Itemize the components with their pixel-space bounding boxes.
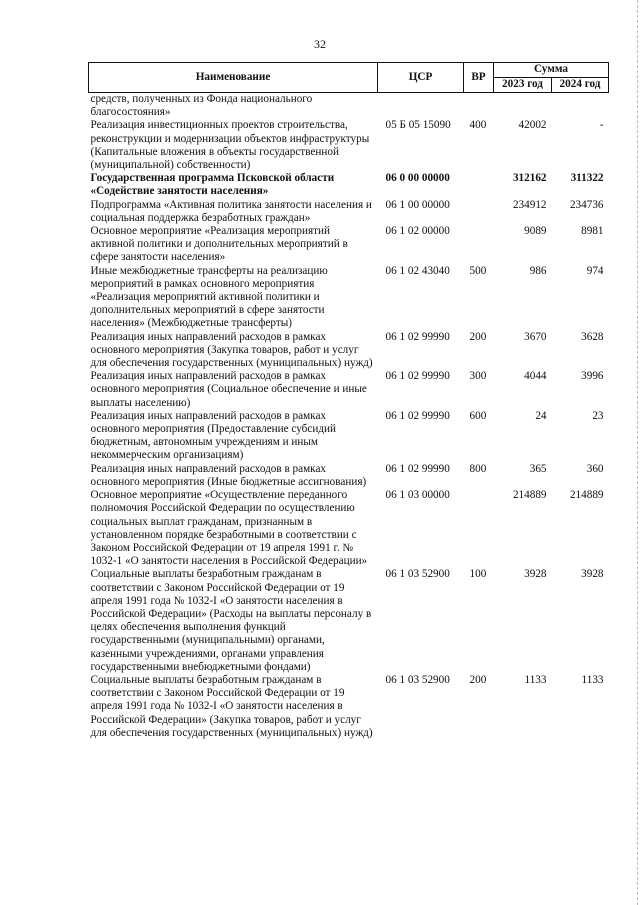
row-sum-2023: 234912 (512, 198, 547, 211)
row-sum-2024: 3996 (581, 370, 604, 383)
row-sum-2023: 312162 (512, 172, 547, 185)
row-vr: 800 (469, 462, 487, 475)
scan-edge (636, 0, 638, 905)
row-name: Иные межбюджетные трансферты на реализацию мероприятий в рамках основного мероприятия «Реализация мероприятий активной политики и дополнительных мероприятий в сфере занятости населения» (Межбюджетные трансферты) (90, 264, 328, 330)
row-csr: 06 1 03 52900 (385, 568, 450, 581)
row-sum-2024: 311322 (570, 172, 604, 185)
row-vr: 200 (469, 330, 487, 343)
row-sum-2023: 214889 (512, 489, 547, 502)
header-name: Наименование (89, 63, 378, 93)
row-sum-2024: 360 (586, 462, 604, 475)
row-sum-2023: 3928 (524, 568, 547, 581)
row-vr: 500 (469, 264, 487, 277)
table-row (89, 93, 609, 120)
row-sum-2024: - (599, 119, 604, 132)
row-csr: 06 1 02 99990 (385, 370, 450, 383)
header-2024: 2024 год (552, 78, 609, 93)
row-vr: 100 (469, 568, 487, 581)
row-sum-2024 (552, 93, 609, 120)
table-row (89, 119, 609, 172)
row-sum-2024: 23 (592, 409, 604, 422)
row-vr: 200 (469, 673, 487, 686)
row-sum-2023: 24 (535, 409, 547, 422)
row-name: Государственная программа Псковской области «Содействие занятости населения» (90, 172, 335, 198)
row-name: Реализация иных направлений расходов в рамках основного мероприятия (Предоставление субсидий бюджетным, автономным учреждениям и иным некоммерческим организациям) (90, 409, 336, 462)
row-sum-2024: 234736 (569, 198, 604, 211)
row-sum-2024: 3628 (581, 330, 604, 343)
row-sum-2023 (494, 93, 552, 120)
table-row (89, 489, 609, 568)
header-sum: Сумма (494, 63, 609, 78)
row-name: Реализация иных направлений расходов в рамках основного мероприятия (Закупка товаров, работ и услуг для обеспечения государственных (муниципальных) нужд) (90, 330, 373, 370)
row-name: Реализация иных направлений расходов в рамках основного мероприятия (Социальное обеспечение и иные выплаты населению) (90, 370, 367, 409)
row-csr: 06 1 02 99990 (385, 409, 450, 422)
row-sum-2024: 8981 (581, 225, 604, 238)
table-row (89, 225, 609, 265)
table-row (89, 199, 609, 225)
table-row (89, 172, 609, 198)
row-name: Реализация иных направлений расходов в рамках основного мероприятия (Иные бюджетные ассигнования) (90, 462, 367, 488)
row-vr: 300 (469, 370, 487, 383)
row-sum-2024: 214889 (569, 489, 604, 502)
row-vr (464, 93, 494, 120)
row-csr: 06 0 00 00000 (385, 172, 450, 185)
row-sum-2023: 42002 (518, 119, 547, 132)
table-row (89, 674, 609, 740)
row-csr: 06 1 02 00000 (385, 225, 450, 238)
table-row (89, 568, 609, 674)
table-row (89, 331, 609, 371)
row-name: Социальные выплаты безработным гражданам в соответствии с Законом Российской Федерации от 19 апреля 1991 года № 1032-I «О занятости населения в Российской Федерации» (Расходы на выплаты персоналу в целях обеспечения выполнения функций государственными (муниципальными) органами, казенными учреждениями, органами управления государственными внебюджетными фондами) (90, 568, 372, 673)
table-row (89, 410, 609, 463)
table-row (89, 265, 609, 331)
header-vr: ВР (464, 63, 494, 93)
row-name: Социальные выплаты безработным гражданам в соответствии с Законом Российской Федерации от 19 апреля 1991 года № 1032-I «О занятости населения в Российской Федерации» (Закупка товаров, работ и услуг для обеспечения государственных (муниципальных) нужд) (90, 673, 373, 739)
row-sum-2023: 9089 (524, 225, 547, 238)
row-sum-2023: 4044 (524, 370, 547, 383)
table-row (89, 463, 609, 489)
budget-table (88, 62, 609, 740)
header-csr: ЦСР (378, 63, 464, 93)
row-csr: 06 1 00 00000 (385, 198, 450, 211)
row-name: Основное мероприятие «Реализация мероприятий активной политики и дополнительных мероприятий в сфере занятости населения» (90, 225, 348, 264)
table-body (89, 93, 609, 740)
row-name: Основное мероприятие «Осуществление переданного полномочия Российской Федерации по осуществлению социальных выплат гражданам, признанным в установленном порядке безработными в соответствии с Законом Российской Федерации от 19 апреля 1991 г. № 1032-1 «О занятости населения в Российской Федерации» (90, 489, 368, 568)
row-vr (464, 489, 494, 568)
row-name: Подпрограмма «Активная политика занятости населения и социальная поддержка безработных граждан» (90, 198, 372, 224)
row-csr: 06 1 03 00000 (385, 489, 450, 502)
row-sum-2023: 1133 (524, 673, 547, 686)
row-csr: 06 1 02 99990 (385, 462, 450, 475)
row-name: Реализация инвестиционных проектов строительства, реконструкции и модернизации объектов инфраструктуры (Капитальные вложения в объекты государственной (муниципальной) собственности) (90, 119, 370, 172)
row-name: средств, полученных из Фонда национального благосостояния» (90, 93, 313, 119)
row-vr (464, 172, 494, 198)
row-sum-2024: 974 (586, 264, 604, 277)
table-row (89, 370, 609, 410)
row-vr: 600 (469, 409, 487, 422)
row-sum-2024: 3928 (581, 568, 604, 581)
row-csr: 06 1 03 52900 (385, 673, 450, 686)
row-vr (464, 225, 494, 265)
row-sum-2023: 3670 (524, 330, 547, 343)
row-csr (378, 93, 464, 120)
row-csr: 06 1 02 99990 (385, 330, 450, 343)
row-csr: 05 Б 05 15090 (385, 119, 451, 132)
row-vr (464, 199, 494, 225)
row-sum-2023: 986 (529, 264, 547, 277)
row-sum-2024: 1133 (581, 673, 604, 686)
row-sum-2023: 365 (529, 462, 547, 475)
header-2023: 2023 год (494, 78, 552, 93)
row-vr: 400 (469, 119, 487, 132)
page-number: 32 (314, 37, 326, 51)
row-csr: 06 1 02 43040 (385, 264, 450, 277)
